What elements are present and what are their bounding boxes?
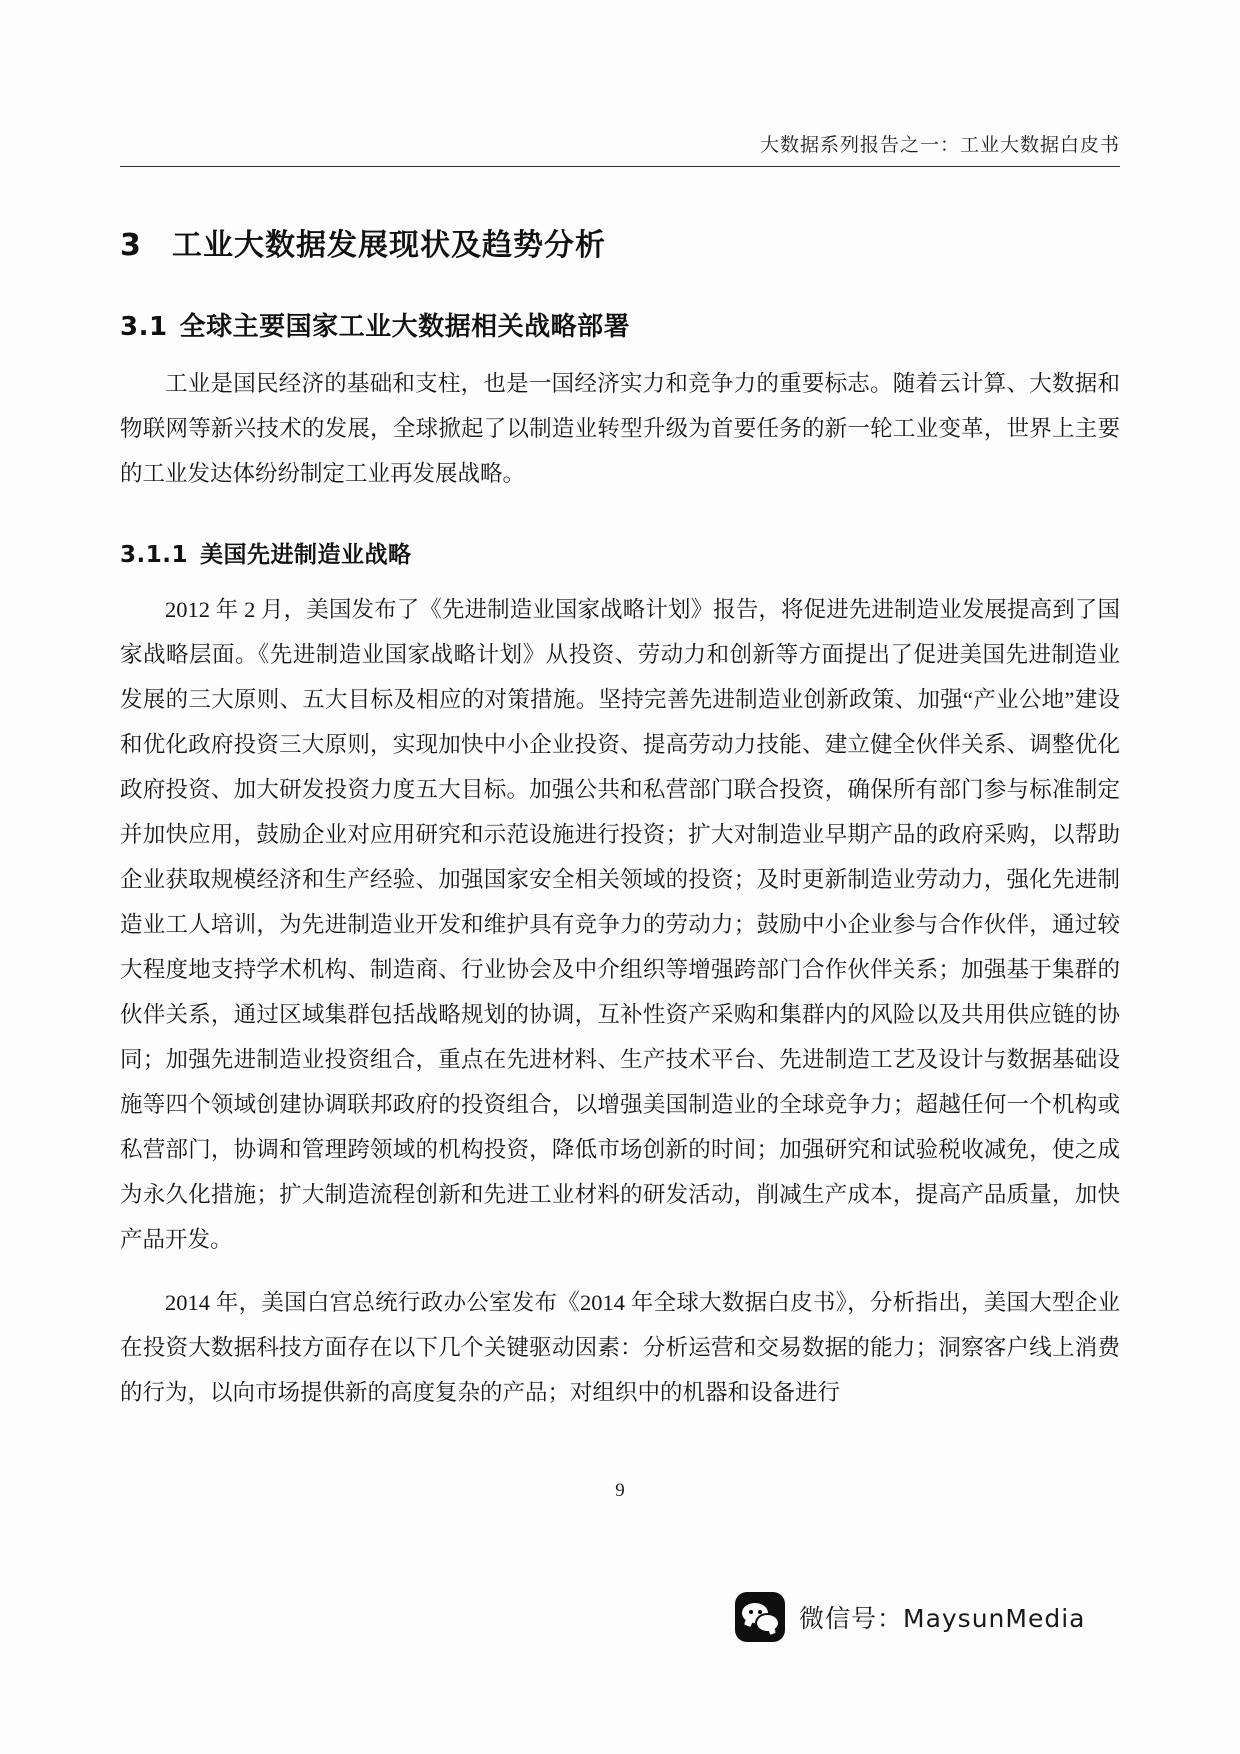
- page-number: 9: [615, 1480, 625, 1501]
- running-title: 大数据系列报告之一：工业大数据白皮书: [759, 135, 1120, 156]
- subsection-heading: [120, 536, 1120, 569]
- paragraph: 2014 年，美国白宫总统行政办公室发布《2014 年全球大数据白皮书》，分析指出，美国大型企业在投资大数据科技方面存在以下几个关键驱动因素：分析运营和交易数据的能力；洞察客户线上消费的行为，以向市场提供新的高度复杂的产品；对组织中的机器和设备进行: [120, 1290, 1120, 1405]
- subsection-title: 美国先进制造业战略: [200, 542, 412, 568]
- section-heading: [120, 306, 1120, 343]
- paragraph: 2012 年 2 月，美国发布了《先进制造业国家战略计划》报告，将促进先进制造业发展提高到了国家战略层面。《先进制造业国家战略计划》从投资、劳动力和创新等方面提出了促进美国先进制造业发展的三大原则、五大目标及相应的对策措施。坚持完善先进制造业创新政策、加强“产业公地”建设和优化政府投资三大原则，实现加快中小企业投资、提高劳动力技能、建立健全伙伴关系、调整优化政府投资、加大研发投资力度五大目标。加强公共和私营部门联合投资，确保所有部门参与标准制定并加快应用，鼓励企业对应用研究和示范设施进行投资；扩大对制造业早期产品的政府采购，以帮助企业获取规模经济和生产经验、加强国家安全相关领域的投资；及时更新制造业劳动力，强化先进制造业工人培训，为先进制造业开发和维护具有竞争力的劳动力；鼓励中小企业参与合作伙伴，通过较大程度地支持学术机构、制造商、行业协会及中介组织等增强跨部门合作伙伴关系；加强基于集群的伙伴关系，通过区域集群包括战略规划的协调，互补性资产采购和集群内的风险以及共用供应链的协同；加强先进制造业投资组合，重点在先进材料、生产技术平台、先进制造工艺及设计与数据基础设施等四个领域创建协调联邦政府的投资组合，以增强美国制造业的全球竞争力；超越任何一个机构或私营部门，协调和管理跨领域的机构投资，降低市场创新的时间；加强研究和试验税收减免，使之成为永久化措施；扩大制造流程创新和先进工业材料的研发活动，削减生产成本，提高产品质量，加快产品开发。: [120, 597, 1120, 1252]
- header-divider: [120, 166, 1120, 167]
- section-title: 全球主要国家工业大数据相关战略部署: [179, 312, 631, 342]
- section-number: 3.1: [120, 312, 168, 342]
- watermark: [735, 1592, 1086, 1642]
- watermark-text: 微信号：MaysunMedia: [799, 1604, 1086, 1633]
- document-body: [120, 196, 1120, 1415]
- chapter-title: 工业大数据发展现状及趋势分析: [172, 228, 606, 263]
- wechat-icon: [735, 1592, 785, 1642]
- chapter-heading: [120, 220, 1120, 264]
- paragraph: 工业是国民经济的基础和支柱，也是一国经济实力和竞争力的重要标志。随着云计算、大数据和物联网等新兴技术的发展，全球掀起了以制造业转型升级为首要任务的新一轮工业变革，世界上主要的工业发达体纷纷制定工业再发展战略。: [120, 371, 1120, 486]
- subsection-number: 3.1.1: [120, 542, 188, 568]
- page-header: [120, 130, 1120, 167]
- chapter-number: 3: [120, 228, 142, 263]
